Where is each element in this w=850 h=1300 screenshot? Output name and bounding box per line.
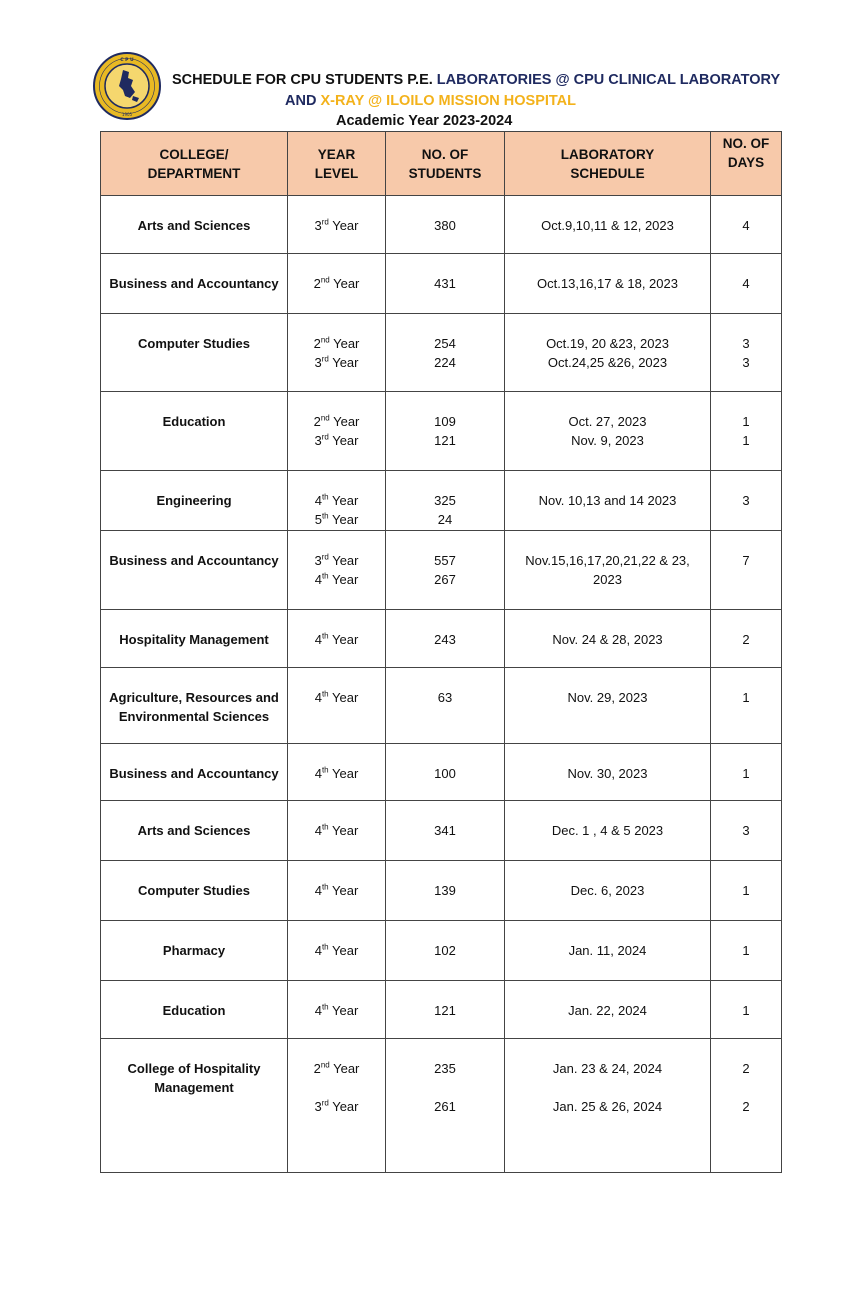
year-suffix: nd xyxy=(320,413,330,423)
days-cell xyxy=(711,744,782,801)
days-cell xyxy=(711,981,782,1039)
title-part-navy-and: AND xyxy=(285,93,321,109)
year-suffix: rd xyxy=(321,354,329,364)
schedule-line: Nov. 29, 2023 xyxy=(567,690,648,705)
college-cell xyxy=(101,196,288,254)
college-cell xyxy=(101,314,288,392)
year-level: 4th Year xyxy=(314,631,359,647)
year-number: 4 xyxy=(314,572,322,587)
students-cell xyxy=(386,254,505,314)
year-number: 4 xyxy=(314,883,322,898)
year-number: 4 xyxy=(314,1003,322,1018)
year-level: 4th Year xyxy=(314,822,359,838)
students-line: 243 xyxy=(434,632,456,647)
year-suffix: th xyxy=(321,571,329,581)
year-level-cell xyxy=(288,921,386,981)
year-number: 3 xyxy=(314,218,322,233)
year-level-cell xyxy=(288,471,386,531)
students-line: 224 xyxy=(434,355,456,370)
days-cell xyxy=(711,531,782,610)
year-level-cell xyxy=(288,196,386,254)
students-cell xyxy=(386,981,505,1039)
students-line: 102 xyxy=(434,943,456,958)
students-line: 109 xyxy=(434,414,456,429)
year-level: 3rd Year xyxy=(314,354,359,370)
schedule-line: Nov. 10,13 and 14 2023 xyxy=(538,493,677,508)
college-name: Computer Studies xyxy=(138,883,250,898)
year-level: 5th Year xyxy=(314,511,359,527)
students-cell xyxy=(386,314,505,392)
college-name: Computer Studies xyxy=(138,336,250,351)
year-suffix: th xyxy=(321,942,329,952)
days-line: 7 xyxy=(742,553,750,568)
year-level: 3rd Year xyxy=(314,552,359,568)
days-line: 3 xyxy=(742,355,750,370)
days-line: 1 xyxy=(742,690,750,705)
schedule-line: Oct.9,10,11 & 12, 2023 xyxy=(541,218,674,233)
students-cell xyxy=(386,610,505,668)
students-cell xyxy=(386,861,505,921)
year-number: 2 xyxy=(313,414,321,429)
university-seal-logo xyxy=(93,52,161,120)
days-cell xyxy=(711,392,782,471)
table-row xyxy=(101,610,782,668)
students-line: 267 xyxy=(434,572,456,587)
year-suffix: th xyxy=(321,689,329,699)
year-suffix: rd xyxy=(321,552,329,562)
college-cell xyxy=(101,921,288,981)
days-line: 4 xyxy=(742,218,750,233)
days-cell xyxy=(711,610,782,668)
year-level-cell xyxy=(288,314,386,392)
schedule-cell xyxy=(505,314,711,392)
days-line: 1 xyxy=(742,1003,750,1018)
schedule-cell xyxy=(505,1039,711,1173)
year-level: 2nd Year xyxy=(313,413,360,429)
year-level-cell xyxy=(288,531,386,610)
year-level-cell xyxy=(288,801,386,861)
table-header-row xyxy=(101,132,782,196)
schedule-line: Oct.19, 20 &23, 2023 xyxy=(546,336,669,351)
year-suffix: th xyxy=(321,882,329,892)
schedule-cell xyxy=(505,531,711,610)
year-level: 4th Year xyxy=(314,942,359,958)
table-row xyxy=(101,392,782,471)
table-row xyxy=(101,196,782,254)
schedule-line: Jan. 11, 2024 xyxy=(568,943,647,958)
year-suffix: nd xyxy=(320,335,330,345)
college-cell xyxy=(101,861,288,921)
college-cell xyxy=(101,471,288,531)
year-level: 3rd Year xyxy=(314,432,359,448)
days-line: 1 xyxy=(742,433,750,448)
students-cell xyxy=(386,801,505,861)
title-part-navy: LABORATORIES @ CPU CLINICAL LABORATORY xyxy=(436,72,781,88)
year-level: 4th Year xyxy=(314,882,359,898)
title-part-gold: X-RAY @ ILOILO MISSION HOSPITAL xyxy=(320,93,577,109)
college-cell xyxy=(101,744,288,801)
students-cell xyxy=(386,1039,505,1173)
year-level: 2nd Year xyxy=(313,1060,360,1076)
students-cell xyxy=(386,196,505,254)
schedule-cell xyxy=(505,861,711,921)
days-cell xyxy=(711,801,782,861)
schedule-line: Oct. 27, 2023 xyxy=(568,414,647,429)
year-number: 5 xyxy=(314,512,322,527)
year-suffix: th xyxy=(321,492,329,502)
schedule-cell xyxy=(505,196,711,254)
year-level-cell xyxy=(288,610,386,668)
students-line: 121 xyxy=(434,1003,456,1018)
students-line: 24 xyxy=(437,512,453,527)
year-level-cell xyxy=(288,254,386,314)
academic-year: Academic Year 2023-2024 xyxy=(336,113,513,129)
table-row xyxy=(101,981,782,1039)
year-suffix: rd xyxy=(321,1098,329,1108)
college-name: Hospitality Management xyxy=(119,632,269,647)
year-level-cell xyxy=(288,981,386,1039)
schedule-cell xyxy=(505,610,711,668)
year-number: 3 xyxy=(314,553,322,568)
schedule-cell xyxy=(505,254,711,314)
college-cell xyxy=(101,981,288,1039)
students-cell xyxy=(386,471,505,531)
table-row xyxy=(101,531,782,610)
schedule-cell xyxy=(505,801,711,861)
college-name: Engineering xyxy=(156,493,232,508)
college-name: Arts and Sciences xyxy=(137,218,251,233)
year-level: 3rd Year xyxy=(314,217,359,233)
college-cell xyxy=(101,531,288,610)
schedule-line: Oct.24,25 &26, 2023 xyxy=(547,355,668,370)
days-cell xyxy=(711,1039,782,1173)
college-cell xyxy=(101,392,288,471)
year-level: 4th Year xyxy=(314,492,359,508)
svg-text:C P U: C P U xyxy=(120,58,134,63)
schedule-cell xyxy=(505,668,711,744)
year-number: 3 xyxy=(314,1099,322,1114)
year-number: 2 xyxy=(313,1061,321,1076)
year-suffix: nd xyxy=(320,1060,330,1070)
college-name: Business and Accountancy xyxy=(109,553,279,568)
year-level-cell xyxy=(288,668,386,744)
students-cell xyxy=(386,531,505,610)
students-line: 261 xyxy=(434,1099,456,1114)
table-row xyxy=(101,471,782,531)
students-line: 63 xyxy=(437,690,453,705)
college-cell xyxy=(101,801,288,861)
schedule-cell xyxy=(505,471,711,531)
schedule-table xyxy=(100,131,782,1173)
year-suffix: rd xyxy=(321,217,329,227)
students-cell xyxy=(386,921,505,981)
days-line: 2 xyxy=(742,632,750,647)
year-number: 2 xyxy=(313,276,321,291)
year-level-cell xyxy=(288,861,386,921)
year-level: 2nd Year xyxy=(313,335,360,351)
table-row xyxy=(101,921,782,981)
days-cell xyxy=(711,471,782,531)
table-row xyxy=(101,314,782,392)
year-number: 3 xyxy=(314,355,322,370)
students-line: 325 xyxy=(434,493,456,508)
year-suffix: th xyxy=(321,822,329,832)
college-cell xyxy=(101,610,288,668)
year-suffix: th xyxy=(321,765,329,775)
college-name: College of Hospitality Management xyxy=(127,1061,261,1095)
schedule-line: Dec. 6, 2023 xyxy=(570,883,645,898)
header-schedule: LABORATORY SCHEDULE xyxy=(505,132,711,196)
days-line: 1 xyxy=(742,766,750,781)
days-cell xyxy=(711,196,782,254)
college-name: Education xyxy=(162,414,226,429)
days-line: 4 xyxy=(742,276,750,291)
year-level-cell xyxy=(288,392,386,471)
college-name: Pharmacy xyxy=(162,943,226,958)
students-cell xyxy=(386,392,505,471)
college-name: Business and Accountancy xyxy=(109,766,279,781)
days-cell xyxy=(711,668,782,744)
college-cell xyxy=(101,668,288,744)
year-level-cell xyxy=(288,744,386,801)
schedule-line: Jan. 25 & 26, 2024 xyxy=(552,1099,663,1114)
year-suffix: th xyxy=(321,631,329,641)
students-line: 254 xyxy=(434,336,456,351)
header-students: NO. OF STUDENTS xyxy=(386,132,505,196)
year-level: 4th Year xyxy=(314,689,359,705)
table-row xyxy=(101,254,782,314)
college-name: Education xyxy=(162,1003,226,1018)
days-cell xyxy=(711,254,782,314)
table-row xyxy=(101,1039,782,1173)
schedule-cell xyxy=(505,921,711,981)
year-number: 4 xyxy=(314,823,322,838)
document-title-line2 xyxy=(285,93,576,109)
schedule-cell xyxy=(505,392,711,471)
schedule-line: Jan. 22, 2024 xyxy=(568,1003,647,1018)
days-cell xyxy=(711,921,782,981)
students-line: 341 xyxy=(434,823,456,838)
schedule-line: Nov. 30, 2023 xyxy=(567,766,648,781)
students-line: 431 xyxy=(434,276,456,291)
header-days: NO. OF DAYS xyxy=(711,132,782,196)
days-cell xyxy=(711,314,782,392)
students-line: 380 xyxy=(434,218,456,233)
schedule-line: Jan. 23 & 24, 2024 xyxy=(552,1061,663,1076)
year-number: 4 xyxy=(314,493,322,508)
days-line: 3 xyxy=(742,493,750,508)
students-line: 139 xyxy=(434,883,456,898)
year-suffix: nd xyxy=(320,275,330,285)
college-name: Agriculture, Resources and Environmental Sciences xyxy=(109,690,279,724)
days-line: 3 xyxy=(742,823,750,838)
table-row xyxy=(101,744,782,801)
students-cell xyxy=(386,744,505,801)
year-level: 2nd Year xyxy=(313,275,360,291)
year-number: 4 xyxy=(314,766,322,781)
table-row xyxy=(101,801,782,861)
table-row xyxy=(101,861,782,921)
year-number: 3 xyxy=(314,433,322,448)
schedule-line: Nov.15,16,17,20,21,22 & 23, xyxy=(525,553,690,568)
schedule-line: Dec. 1 , 4 & 5 2023 xyxy=(551,823,664,838)
svg-text:1905: 1905 xyxy=(121,112,133,117)
year-number: 4 xyxy=(314,943,322,958)
schedule-line: Nov. 9, 2023 xyxy=(571,433,644,448)
header-college: COLLEGE/ DEPARTMENT xyxy=(101,132,288,196)
college-cell xyxy=(101,1039,288,1173)
year-number: 4 xyxy=(314,632,322,647)
document-title-line1 xyxy=(172,72,780,88)
year-suffix: rd xyxy=(321,432,329,442)
days-line: 1 xyxy=(742,943,750,958)
year-level: 4th Year xyxy=(314,765,359,781)
days-line: 2 xyxy=(742,1099,750,1114)
days-line: 1 xyxy=(742,414,750,429)
students-cell xyxy=(386,668,505,744)
schedule-cell xyxy=(505,981,711,1039)
students-line: 121 xyxy=(434,433,456,448)
year-level-cell xyxy=(288,1039,386,1173)
year-number: 4 xyxy=(314,690,322,705)
year-level: 4th Year xyxy=(314,1002,359,1018)
days-line: 3 xyxy=(742,336,750,351)
header-year-level: YEAR LEVEL xyxy=(288,132,386,196)
year-number: 2 xyxy=(313,336,321,351)
students-line: 100 xyxy=(434,766,456,781)
year-level: 3rd Year xyxy=(314,1098,359,1114)
schedule-line: Oct.13,16,17 & 18, 2023 xyxy=(537,276,678,291)
students-line: 235 xyxy=(434,1061,456,1076)
college-name: Business and Accountancy xyxy=(109,276,279,291)
college-cell xyxy=(101,254,288,314)
college-name: Arts and Sciences xyxy=(137,823,251,838)
year-suffix: th xyxy=(321,1002,329,1012)
table-row xyxy=(101,668,782,744)
year-level: 4th Year xyxy=(314,571,359,587)
table-body xyxy=(101,196,782,1173)
year-suffix: th xyxy=(321,511,329,521)
days-line: 2 xyxy=(742,1061,750,1076)
students-line: 557 xyxy=(434,553,456,568)
schedule-line: Nov. 24 & 28, 2023 xyxy=(552,632,663,647)
schedule-cell xyxy=(505,744,711,801)
title-part-dark: SCHEDULE FOR CPU STUDENTS P.E. xyxy=(172,72,437,88)
days-line: 1 xyxy=(742,883,750,898)
schedule-line: 2023 xyxy=(593,572,622,587)
days-cell xyxy=(711,861,782,921)
